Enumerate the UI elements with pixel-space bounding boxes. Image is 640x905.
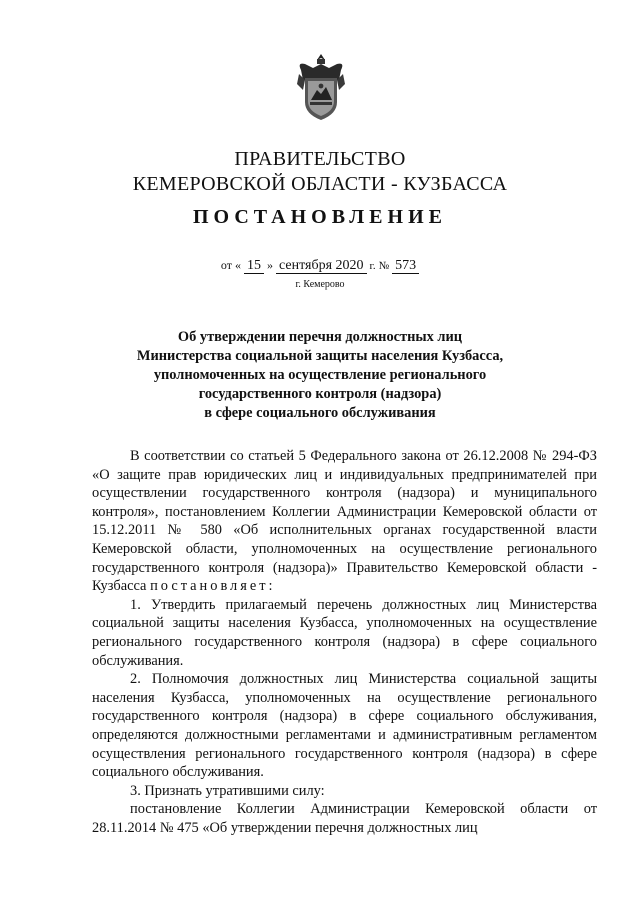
heading-line: государственного контроля (надзора) [198, 386, 442, 402]
resolution-keyword: постановляет: [150, 578, 276, 595]
city-name: г. Кемерово [295, 279, 345, 290]
heading-line: Об утверждении перечня должностных лиц [177, 329, 463, 345]
date-year-suffix: г. [369, 260, 376, 272]
item-2-paragraph: 2. Полномочия должностных лиц Министерства социальной защиты населения Кузбасса, уполномоченных на осуществление регионального государственного контроля (надзора) в сфере социального обслуживания, определяются должностными регламентами и административным регламентом осуществления регионального государственного контроля (надзора) в сфере социального обслуживания. [92, 671, 597, 781]
date-quote-close: » [267, 258, 274, 272]
item-3-subparagraph: постановление Коллегии Администрации Кемеровской области от 28.11.2014 № 475 «Об утверждении перечня должностных лиц [92, 801, 597, 836]
coat-of-arms-emblem [295, 50, 347, 122]
government-name-line2: КЕМЕРОВСКОЙ ОБЛАСТИ - КУЗБАССА [132, 173, 508, 195]
decree-heading [80, 328, 560, 423]
heading-line: Министерства социальной защиты населения Кузбасса, [136, 348, 504, 364]
date-day: 15 [244, 258, 264, 274]
government-name-line1: ПРАВИТЕЛЬСТВО [234, 148, 406, 170]
item-3-paragraph: 3. Признать утратившими силу: [130, 782, 325, 799]
date-month-year: сентября 2020 [276, 258, 367, 274]
decree-number: 573 [392, 258, 419, 274]
decree-date-number [0, 258, 640, 274]
decree-body [92, 447, 597, 837]
document-type-title: ПОСТАНОВЛЕНИЕ [193, 206, 447, 228]
heading-line: уполномоченных на осуществление регионального [153, 367, 487, 383]
date-prefix: от « [220, 258, 242, 272]
intro-paragraph [92, 447, 597, 596]
intro-text: В соответствии со статьей 5 Федерального закона от 26.12.2008 № 294-ФЗ «О защите прав юридических лиц и индивидуальных предпринимателей при осуществлении государственного контроля (надзора) и муниципального контроля», постановлением Коллегии Администрации Кемеровской области от 15.12.2011 № 580 «Об исполнительных органах государственной власти Кемеровской области, уполномоченных на осуществление регионального государственного контроля (надзора)» Правительство Кемеровской области - Кузбасса [92, 448, 597, 595]
item-1-paragraph: 1. Утвердить прилагаемый перечень должностных лиц Министерства социальной защиты населения Кузбасса, уполномоченных на осуществление регионального государственного контроля (надзора) в сфере социального обслуживания. [92, 596, 597, 669]
decree-number-prefix: № [378, 260, 390, 272]
heading-line: в сфере социального обслуживания [204, 405, 436, 421]
